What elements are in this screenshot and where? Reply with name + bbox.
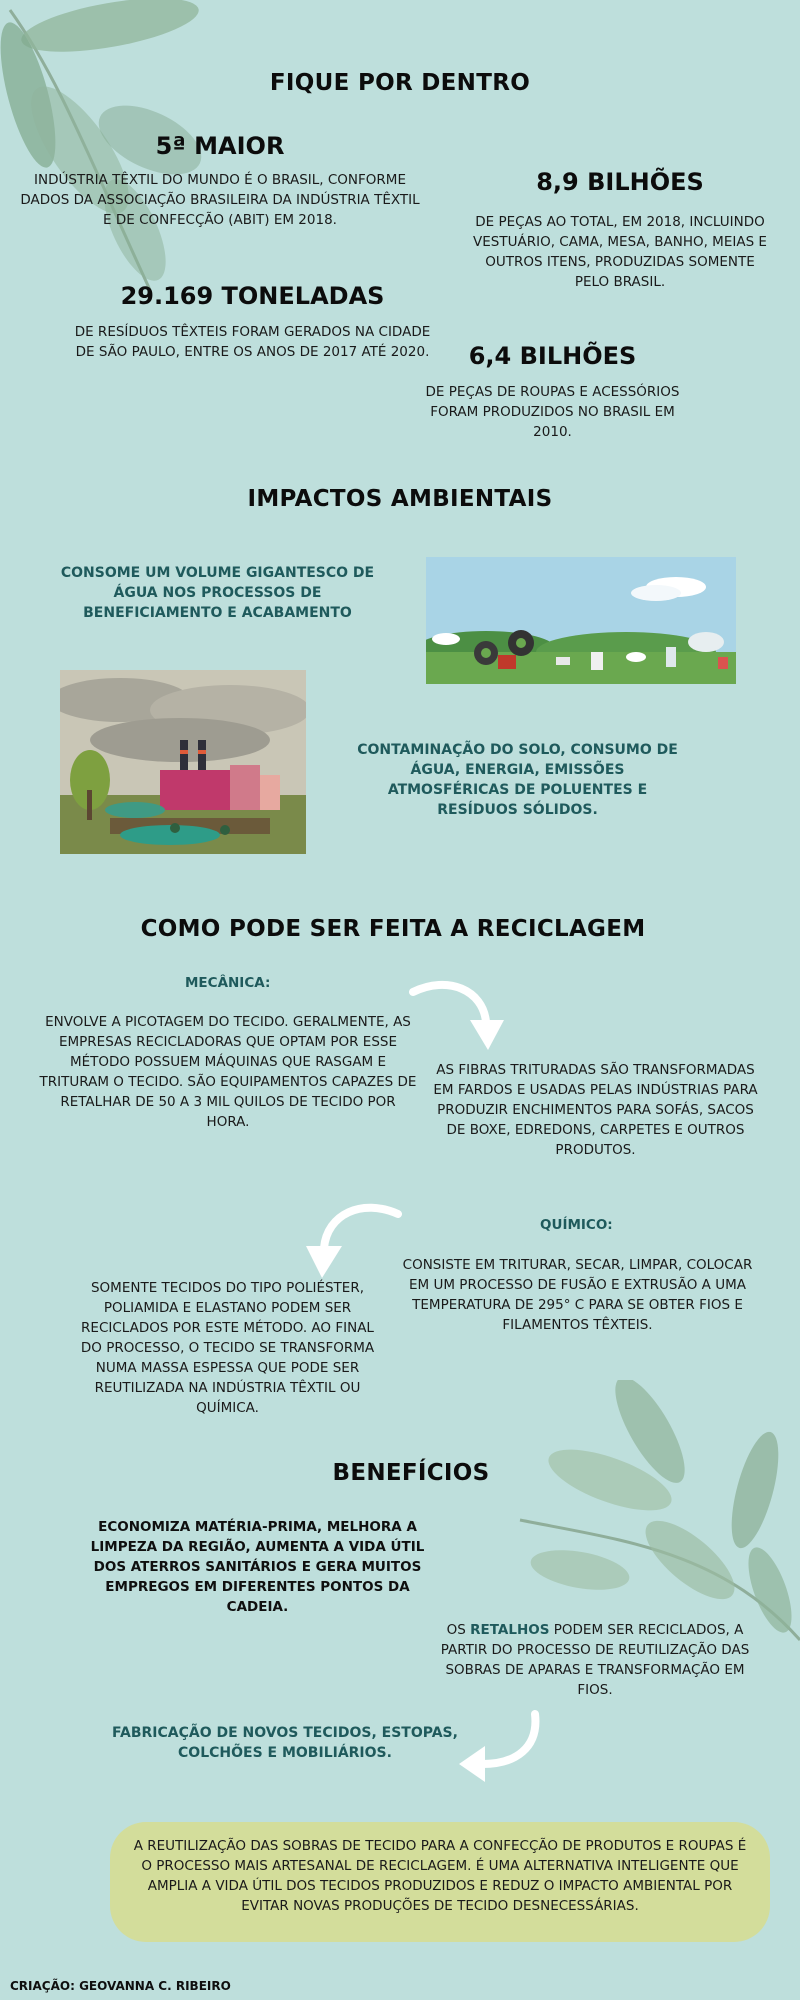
factory-pollution-illustration — [60, 670, 306, 854]
stat-value: 8,9 BILHÕES — [536, 168, 704, 196]
impacts-title: IMPACTOS AMBIENTAIS — [247, 486, 553, 512]
arrow-down-left-icon — [302, 1200, 402, 1280]
stat-value: 29.169 TONELADAS — [120, 282, 385, 310]
scraps-highlight: RETALHOS — [470, 1622, 550, 1638]
mechanical-result-text: AS FIBRAS TRITURADAS SÃO TRANSFORMADAS EM FARDOS E USADAS PELAS INDÚSTRIAS PARA PRODUZIR ENCHIMENTOS PARA SOFÁS, SACOS DE BOXE, EDREDONS, CARPETES E OUTROS PRODUTOS. — [433, 1062, 758, 1158]
impact-pollution-text: CONTAMINAÇÃO DO SOLO, CONSUMO DE ÁGUA, ENERGIA, EMISSÕES ATMOSFÉRICAS DE POLUENTES E RESÍDUOS SÓLIDOS. — [357, 742, 678, 818]
stat-text: DE PEÇAS AO TOTAL, EM 2018, INCLUINDO VESTUÁRIO, CAMA, MESA, BANHO, MEIAS E OUTROS ITENS, PRODUZIDAS SOMENTE PELO BRASIL. — [473, 214, 767, 290]
conclusion-text: A REUTILIZAÇÃO DAS SOBRAS DE TECIDO PARA A CONFECÇÃO DE PRODUTOS E ROUPAS É O PROCESSO MAIS ARTESANAL DE RECICLAGEM. É UMA ALTERNATIVA INTELIGENTE QUE AMPLIA A VIDA ÚTIL DOS TECIDOS PRODUZIDOS E REDUZ O IMPACTO AMBIENTAL POR EVITAR NOVAS PRODUÇÕES DE TECIDO DESNECESSÁRIAS. — [133, 1838, 747, 1914]
stat-block-pieces-2010 — [410, 342, 695, 442]
landfill-illustration — [426, 557, 736, 684]
stat-text: DE PEÇAS DE ROUPAS E ACESSÓRIOS FORAM PRODUZIDOS NO BRASIL EM 2010. — [425, 384, 680, 440]
stats-title: FIQUE POR DENTRO — [269, 70, 531, 96]
stat-block-largest — [20, 132, 420, 230]
chemical-result-text: SOMENTE TECIDOS DO TIPO POLIÉSTER, POLIAMIDA E ELASTANO PODEM SER RECICLADOS POR ESTE MÉTODO. AO FINAL DO PROCESSO, O TECIDO SE TRANSFORMA NUMA MASSA ESPESSA QUE PODE SER REUTILIZADA NA INDÚSTRIA TÊXTIL OU QUÍMICA. — [80, 1280, 375, 1416]
eucalyptus-leaves-right-icon — [500, 1380, 800, 1660]
mechanical-text: ENVOLVE A PICOTAGEM DO TECIDO. GERALMENTE, AS EMPRESAS RECICLADORAS QUE OPTAM POR ESSE MÉTODO POSSUEM MÁQUINAS QUE RASGAM E TRITURAM O TECIDO. SÃO EQUIPAMENTOS CAPAZES DE RETALHAR DE 50 A 3 MIL QUILOS DE TECIDO POR HORA. — [39, 1014, 417, 1130]
mechanical-label: MECÂNICA: — [185, 975, 271, 991]
stat-value: 6,4 BILHÕES — [468, 342, 637, 370]
recycling-title: COMO PODE SER FEITA A RECICLAGEM — [140, 916, 646, 942]
chemical-text: CONSISTE EM TRITURAR, SECAR, LIMPAR, COLOCAR EM UM PROCESSO DE FUSÃO E EXTRUSÃO A UMA TEMPERATURA DE 295° C PARA SE OBTER FIOS E FILAMENTOS TÊXTEIS. — [402, 1257, 753, 1333]
stat-text: DE RESÍDUOS TÊXTEIS FORAM GERADOS NA CIDADE DE SÃO PAULO, ENTRE OS ANOS DE 2017 ATÉ 2020. — [74, 324, 431, 360]
stat-block-pieces-2018 — [470, 168, 770, 292]
credit-text: CRIAÇÃO: GEOVANNA C. RIBEIRO — [10, 1979, 231, 1993]
benefits-title: BENEFÍCIOS — [332, 1460, 490, 1486]
arrow-down-right-icon — [408, 980, 508, 1052]
conclusion-callout — [110, 1822, 770, 1942]
impact-water-text: CONSOME UM VOLUME GIGANTESCO DE ÁGUA NOS PROCESSOS DE BENEFICIAMENTO E ACABAMENTO — [60, 565, 375, 621]
scraps-rest: PODEM SER RECICLADOS, A PARTIR DO PROCESSO DE REUTILIZAÇÃO DAS SOBRAS DE APARAS E TRANSFORMAÇÃO EM FIOS. — [440, 1622, 750, 1698]
stat-text: INDÚSTRIA TÊXTIL DO MUNDO É O BRASIL, CONFORME DADOS DA ASSOCIAÇÃO BRASILEIRA DA INDÚSTRIA TÊXTIL E DE CONFECÇÃO (ABIT) EM 2018. — [20, 172, 420, 228]
stat-block-tons — [70, 282, 435, 362]
scraps-prefix: OS — [446, 1622, 466, 1638]
benefits-products-text: FABRICAÇÃO DE NOVOS TECIDOS, ESTOPAS, COLCHÕES E MOBILIÁRIOS. — [112, 1725, 458, 1761]
arrow-curve-left-icon — [455, 1708, 545, 1786]
benefits-main-text: ECONOMIZA MATÉRIA-PRIMA, MELHORA A LIMPEZA DA REGIÃO, AUMENTA A VIDA ÚTIL DOS ATERROS SANITÁRIOS E GERA MUITOS EMPREGOS EM DIFERENTES PONTOS DA CADEIA. — [90, 1519, 425, 1615]
chemical-label: QUÍMICO: — [540, 1217, 613, 1233]
benefits-scraps-text — [430, 1620, 760, 1700]
stat-value: 5ª MAIOR — [155, 132, 285, 160]
